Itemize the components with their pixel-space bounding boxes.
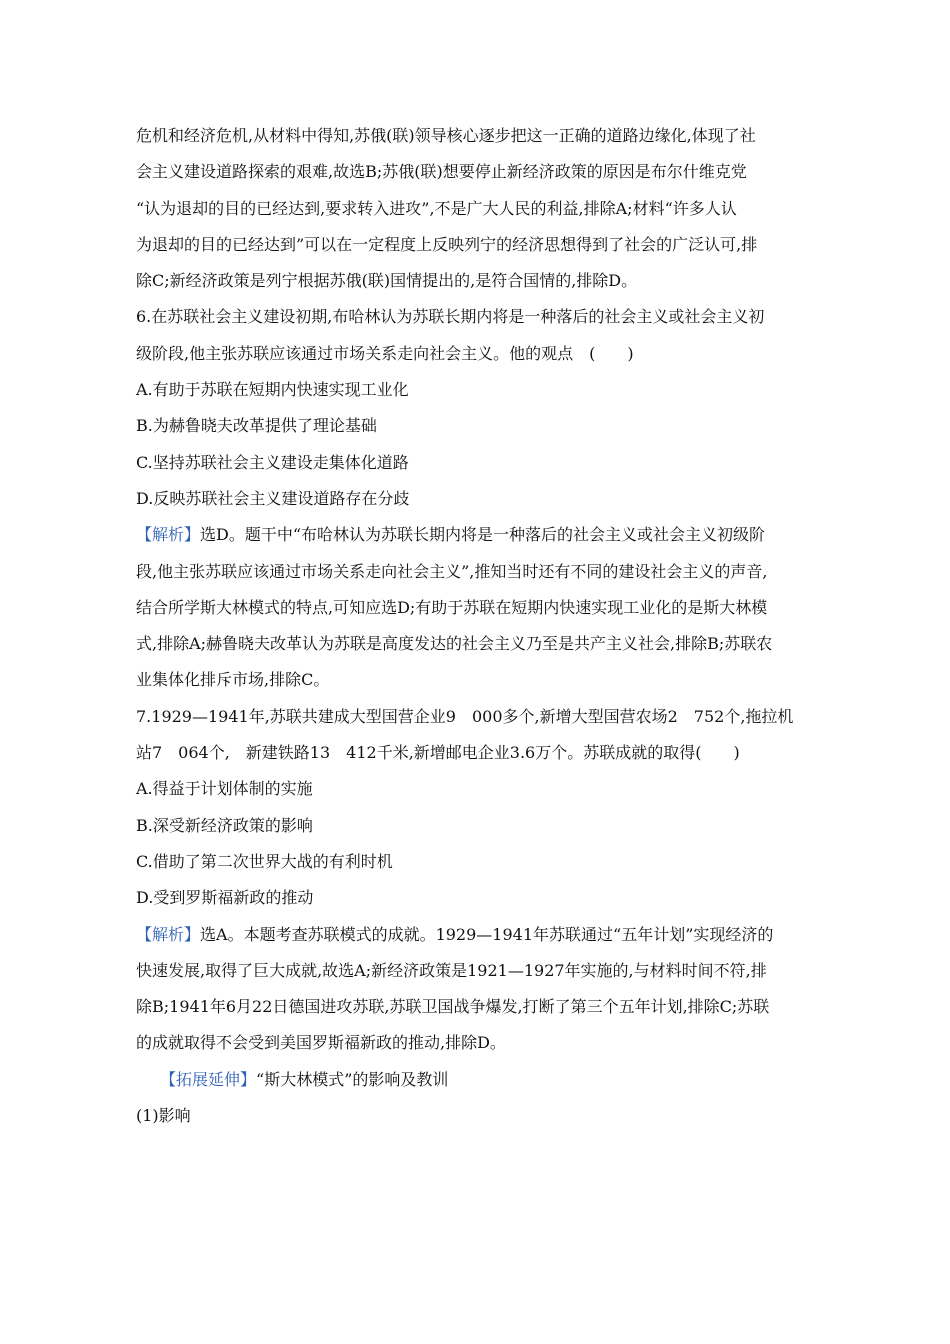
document-body	[136, 118, 816, 1134]
line-text: 为退却的目的已经达到”可以在一定程度上反映列宁的经济思想得到了社会的广泛认可,排	[136, 234, 758, 254]
line-text: 快速发展,取得了巨大成就,故选A;新经济政策是1921—1927年实施的,与材料时间不符,排	[136, 960, 767, 980]
text-line	[136, 953, 816, 989]
line-text: 选D。题干中“布哈林认为苏联长期内将是一种落后的社会主义或社会主义初级阶	[200, 525, 766, 545]
section-tag: 【解析】	[136, 924, 201, 944]
paragraph-q6-options	[136, 372, 816, 517]
line-text: 选A。本题考查苏联模式的成就。1929—1941年苏联通过“五年计划”实现经济的	[200, 924, 774, 944]
line-text: (1)影响	[136, 1106, 191, 1126]
section-tag: 【解析】	[136, 525, 201, 545]
text-line	[136, 191, 816, 227]
line-text: 段,他主张苏联应该通过市场关系走向社会主义”,推知当时还有不同的建设社会主义的声音,	[136, 561, 768, 581]
text-line	[136, 154, 816, 190]
line-text: 业集体化排斥市场,排除C。	[136, 670, 330, 690]
line-text: D.反映苏联社会主义建设道路存在分歧	[136, 488, 410, 508]
line-text: 6.在苏联社会主义建设初期,布哈林认为苏联长期内将是一种落后的社会主义或社会主义初	[136, 307, 765, 327]
text-line	[136, 1025, 816, 1061]
section-tag: 【拓展延伸】	[160, 1069, 257, 1089]
text-line	[136, 1062, 816, 1098]
text-line	[136, 408, 816, 444]
text-line	[136, 445, 816, 481]
text-line	[136, 590, 816, 626]
line-text: C.坚持苏联社会主义建设走集体化道路	[136, 452, 409, 472]
text-line	[136, 699, 816, 735]
text-line	[136, 771, 816, 807]
text-line	[136, 263, 816, 299]
line-text: 除C;新经济政策是列宁根据苏俄(联)国情提出的,是符合国情的,排除D。	[136, 271, 638, 291]
paragraph-ext	[136, 1062, 816, 1098]
paragraph-ext-1	[136, 1098, 816, 1134]
text-line	[136, 1098, 816, 1134]
line-text: 站7 064个, 新建铁路13 412千米,新增邮电企业3.6万个。苏联成就的取得( )	[136, 743, 740, 763]
line-text: 危机和经济危机,从材料中得知,苏俄(联)领导核心逐步把这一正确的道路边缘化,体现了社	[136, 126, 756, 145]
text-line	[136, 517, 816, 553]
text-line	[136, 299, 816, 335]
text-line	[136, 880, 816, 916]
line-text: 7.1929—1941年,苏联共建成大型国营企业9 000多个,新增大型国营农场2 752个,拖拉机	[136, 706, 794, 726]
line-text: 除B;1941年6月22日德国进攻苏联,苏联卫国战争爆发,打断了第三个五年计划,排除C;苏联	[136, 997, 770, 1017]
line-text: D.受到罗斯福新政的推动	[136, 888, 314, 908]
text-line	[136, 227, 816, 263]
text-line	[136, 735, 816, 771]
line-text: A.有助于苏联在短期内快速实现工业化	[136, 380, 409, 400]
line-text: 级阶段,他主张苏联应该通过市场关系走向社会主义。他的观点 ( )	[136, 343, 634, 363]
text-line	[136, 481, 816, 517]
text-line	[136, 336, 816, 372]
paragraph-a6	[136, 517, 816, 698]
line-text: A.得益于计划体制的实施	[136, 779, 313, 799]
text-line	[136, 662, 816, 698]
line-text: 结合所学斯大林模式的特点,可知应选D;有助于苏联在短期内快速实现工业化的是斯大林模	[136, 597, 768, 617]
paragraph-a7	[136, 917, 816, 1062]
paragraph-q7	[136, 699, 816, 772]
text-line	[136, 626, 816, 662]
text-line	[136, 917, 816, 953]
line-text: “认为退却的目的已经达到,要求转入进攻”,不是广大人民的利益,排除A;材料“许多人认	[136, 198, 737, 218]
line-text: 会主义建设道路探索的艰难,故选B;苏俄(联)想要停止新经济政策的原因是布尔什维克党	[136, 162, 747, 182]
text-line	[136, 554, 816, 590]
text-line	[136, 808, 816, 844]
line-text: C.借助了第二次世界大战的有利时机	[136, 851, 393, 871]
line-text: B.深受新经济政策的影响	[136, 815, 313, 835]
paragraph-p1	[136, 118, 816, 299]
text-line	[136, 118, 816, 154]
text-line	[136, 989, 816, 1025]
line-text: 的成就取得不会受到美国罗斯福新政的推动,排除D。	[136, 1033, 506, 1053]
line-text: “斯大林模式”的影响及教训	[256, 1069, 449, 1089]
text-line	[136, 372, 816, 408]
line-text: 式,排除A;赫鲁晓夫改革认为苏联是高度发达的社会主义乃至是共产主义社会,排除B;苏联农	[136, 634, 773, 654]
line-text: B.为赫鲁晓夫改革提供了理论基础	[136, 416, 377, 436]
paragraph-q6	[136, 299, 816, 372]
text-line	[136, 844, 816, 880]
paragraph-q7-options	[136, 771, 816, 916]
